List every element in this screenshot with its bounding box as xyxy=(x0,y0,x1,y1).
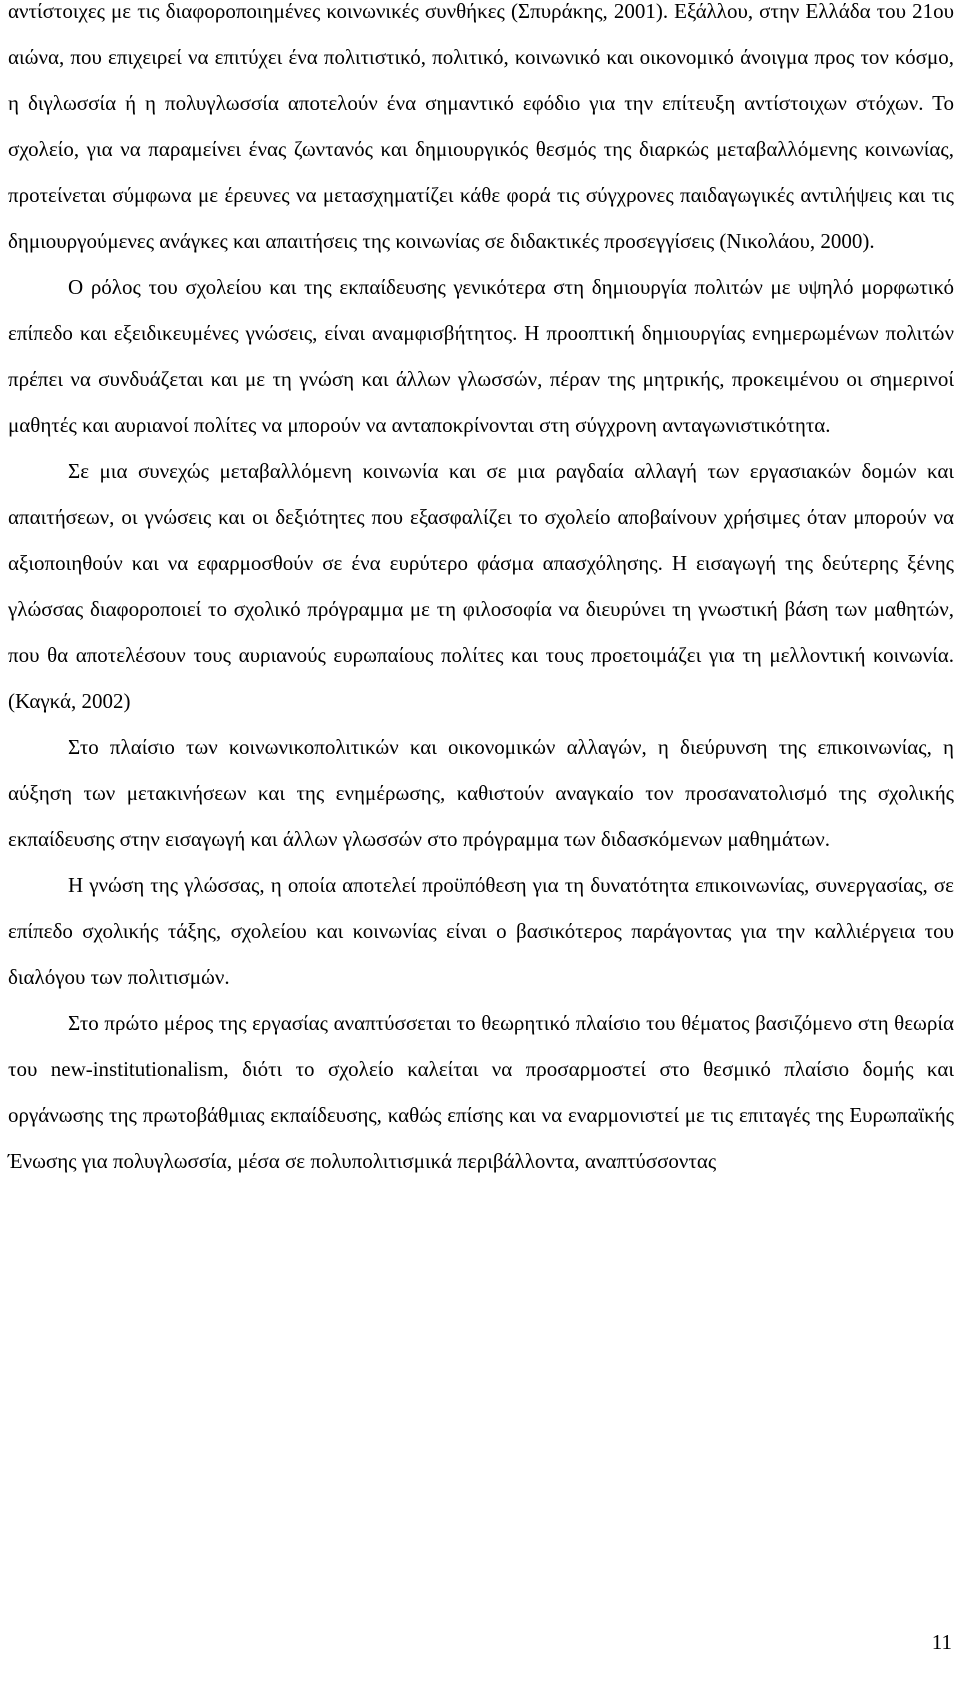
paragraph-continuation: αντίστοιχες με τις διαφοροποιημένες κοινωνικές συνθήκες (Σπυράκης, 2001). Εξάλλου, στην Ελλάδα του 21ου αιώνα, που επιχειρεί να επιτύχει ένα πολιτιστικό, πολιτικό, κοινωνικό και οικονομικό άνοιγμα προς τον κόσμο, η διγλωσσία ή η πολυγλωσσία αποτελούν ένα σημαντικό εφόδιο για την επίτευξη αντίστοιχων στόχων. Το σχολείο, για να παραμείνει ένας ζωντανός και δημιουργικός θεσμός της διαρκώς μεταβαλλόμενης κοινωνίας, προτείνεται σύμφωνα με έρευνες να μετασχηματίζει κάθε φορά τις σύγχρονες παιδαγωγικές αντιλήψεις και τις δημιουργούμενες ανάγκες και απαιτήσεις της κοινωνίας σε διδακτικές προσεγγίσεις (Νικολάου, 2000). xyxy=(8,0,954,253)
paragraph-first-part: Στο πρώτο μέρος της εργασίας αναπτύσσεται το θεωρητικό πλαίσιο του θέματος βασιζόμενο στη θεωρία του new-institutionalism, διότι το σχολείο καλείται να προσαρμοστεί στο θεσμικό πλαίσιο δομής και οργάνωσης της πρωτοβάθμιας εκπαίδευσης, καθώς επίσης και να εναρμονιστεί με τις επιταγές της Ευρωπαϊκής Ένωσης για πολυγλωσσία, μέσα σε πολυπολιτισμικά περιβάλλοντα, αναπτύσσοντας xyxy=(8,1011,954,1173)
paragraph-language-knowledge: Η γνώση της γλώσσας, η οποία αποτελεί προϋπόθεση για τη δυνατότητα επικοινωνίας, συνεργασίας, σε επίπεδο σχολικής τάξης, σχολείου και κοινωνίας είναι ο βασικότερος παράγοντας για την καλλιέργεια του διαλόγου των πολιτισμών. xyxy=(8,873,954,989)
paragraph-changing-society: Σε μια συνεχώς μεταβαλλόμενη κοινωνία και σε μια ραγδαία αλλαγή των εργασιακών δομών και απαιτήσεων, οι γνώσεις και οι δεξιότητες που εξασφαλίζει το σχολείο αποβαίνουν χρήσιμες όταν μπορούν να αξιοποιηθούν και να εφαρμοσθούν σε ένα ευρύτερο φάσμα απασχόλησης. Η εισαγωγή της δεύτερης ξένης γλώσσας διαφοροποιεί το σχολικό πρόγραμμα με τη φιλοσοφία να διευρύνει τη γνωστική βάση των μαθητών, που θα αποτελέσουν τους αυριανούς ευρωπαίους πολίτες και τους προετοιμάζει για τη μελλοντική κοινωνία. (Καγκά, 2002) xyxy=(8,459,954,713)
paragraph-school-role: Ο ρόλος του σχολείου και της εκπαίδευσης γενικότερα στη δημιουργία πολιτών με υψηλό μορφωτικό επίπεδο και εξειδικευμένες γνώσεις, είναι αναμφισβήτητος. Η προοπτική δημιουργίας ενημερωμένων πολιτών πρέπει να συνδυάζεται και με τη γνώση και άλλων γλωσσών, πέραν της μητρικής, προκειμένου οι σημερινοί μαθητές και αυριανοί πολίτες να μπορούν να ανταποκρίνονται στη σύγχρονη ανταγωνιστικότητα. xyxy=(8,275,954,437)
document-page xyxy=(8,0,954,1184)
paragraph-sociopolitical-context: Στο πλαίσιο των κοινωνικοπολιτικών και οικονομικών αλλαγών, η διεύρυνση της επικοινωνίας, η αύξηση των μετακινήσεων και της ενημέρωσης, καθιστούν αναγκαίο τον προσανατολισμό της σχολικής εκπαίδευσης στην εισαγωγή και άλλων γλωσσών στο πρόγραμμα των διδασκόμενων μαθημάτων. xyxy=(8,735,954,851)
page-number: 11 xyxy=(931,1630,952,1654)
